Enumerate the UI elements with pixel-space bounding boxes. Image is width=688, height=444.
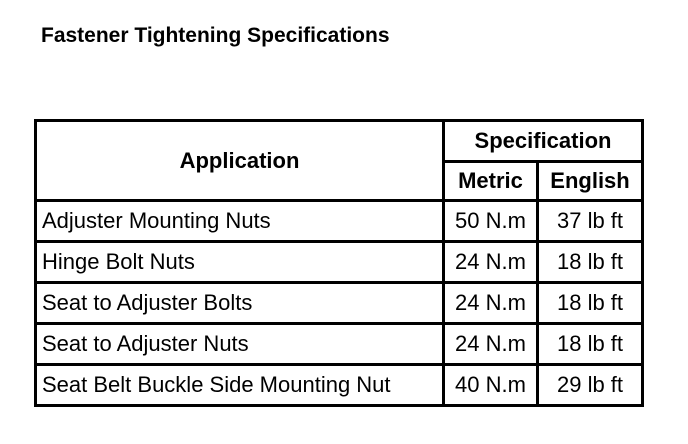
table-row bbox=[36, 365, 643, 406]
metric-value-cell: 40 N.m bbox=[444, 365, 538, 406]
application-cell: Hinge Bolt Nuts bbox=[36, 242, 444, 283]
column-header-specification: Specification bbox=[444, 121, 643, 162]
table-row bbox=[36, 201, 643, 242]
application-cell: Adjuster Mounting Nuts bbox=[36, 201, 444, 242]
english-value-cell: 18 lb ft bbox=[538, 324, 643, 365]
fastener-spec-table bbox=[34, 119, 644, 407]
table-row bbox=[36, 283, 643, 324]
english-value-cell: 37 lb ft bbox=[538, 201, 643, 242]
metric-value-cell: 24 N.m bbox=[444, 242, 538, 283]
page-title: Fastener Tightening Specifications bbox=[41, 24, 390, 47]
application-cell: Seat to Adjuster Bolts bbox=[36, 283, 444, 324]
metric-value-cell: 24 N.m bbox=[444, 283, 538, 324]
english-value-cell: 18 lb ft bbox=[538, 242, 643, 283]
english-value-cell: 18 lb ft bbox=[538, 283, 643, 324]
table-row bbox=[36, 324, 643, 365]
table-header-row bbox=[36, 121, 643, 162]
column-header-metric: Metric bbox=[444, 162, 538, 201]
application-cell: Seat Belt Buckle Side Mounting Nut bbox=[36, 365, 444, 406]
column-header-application: Application bbox=[36, 121, 444, 201]
english-value-cell: 29 lb ft bbox=[538, 365, 643, 406]
column-header-english: English bbox=[538, 162, 643, 201]
application-cell: Seat to Adjuster Nuts bbox=[36, 324, 444, 365]
table-row bbox=[36, 242, 643, 283]
metric-value-cell: 50 N.m bbox=[444, 201, 538, 242]
metric-value-cell: 24 N.m bbox=[444, 324, 538, 365]
